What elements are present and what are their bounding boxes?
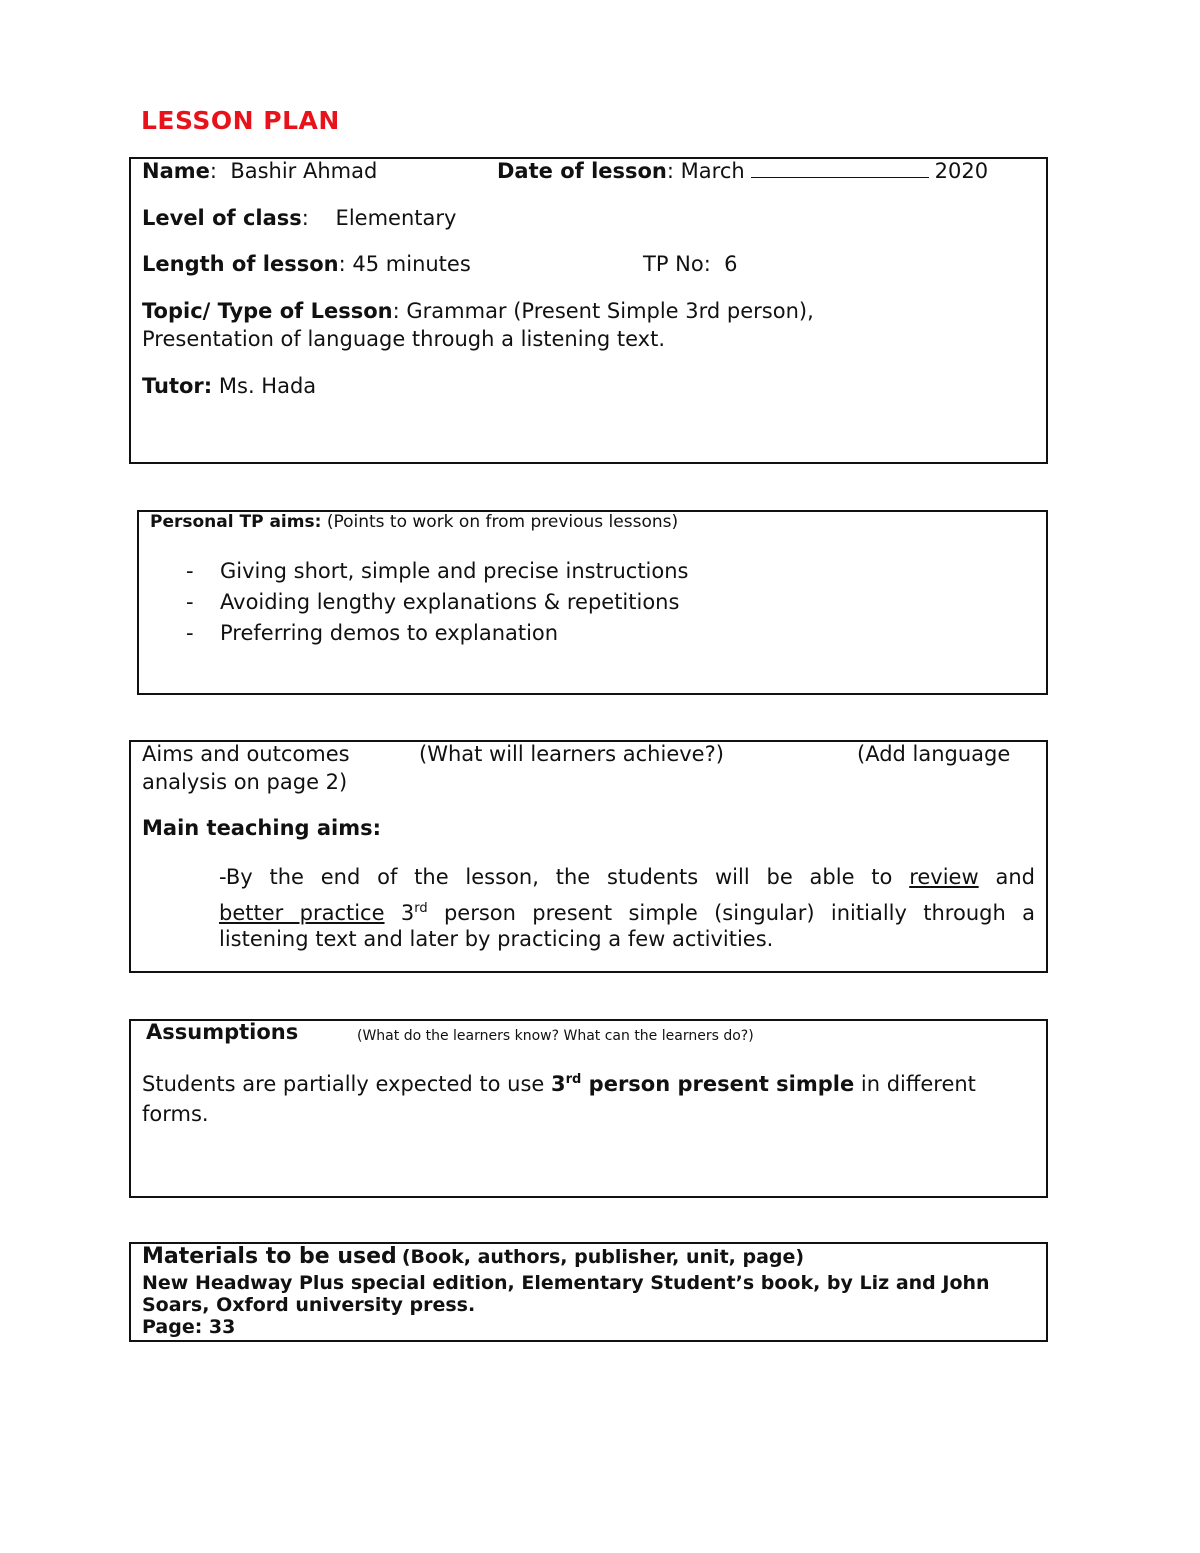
personal-aims-list [186, 556, 689, 649]
materials-heading [142, 1244, 804, 1269]
assumptions-box [129, 1019, 1048, 1198]
name-value: Bashir Ahmad [230, 159, 378, 183]
date-blank-line [751, 159, 929, 178]
level-value: Elementary [335, 206, 457, 230]
topic-value-line2: Presentation of language through a listening text. [142, 327, 666, 351]
main-aims-line2: better practice 3rd person present simple (singular) initially through a [219, 901, 1035, 925]
materials-page: Page: 33 [142, 1316, 236, 1338]
date-year: 2020 [934, 159, 989, 183]
assumptions-note: (What do the learners know? What can the learners do?) [357, 1028, 754, 1044]
main-aims-label: Main teaching aims: [142, 816, 382, 840]
aims-heading-3: (Add language [857, 742, 1011, 766]
level-label: Level of class [142, 206, 302, 230]
materials-note: (Book, authors, publisher, unit, page) [401, 1246, 805, 1268]
list-item: - Preferring demos to explanation [186, 621, 559, 645]
personal-aims-label: Personal TP aims: [150, 512, 322, 532]
materials-line1: New Headway Plus special edition, Elementary Student’s book, by Liz and John [142, 1272, 990, 1294]
level-row: Level of class: Elementary [142, 206, 457, 230]
aims-heading-line2: analysis on page 2) [142, 770, 348, 794]
assumptions-text-line2: forms. [142, 1102, 209, 1126]
date-row: Date of lesson: March 2020 [497, 159, 989, 183]
aims-heading-2: (What will learners achieve?) [419, 742, 724, 766]
tutor-value: Ms. Hada [218, 374, 317, 398]
personal-aims-note: (Points to work on from previous lessons) [326, 512, 679, 532]
length-value: 45 minutes [352, 252, 471, 276]
tutor-label: Tutor: [142, 374, 213, 398]
name-row: Name: Bashir Ahmad [142, 159, 378, 183]
topic-row: Topic/ Type of Lesson: Grammar (Present Simple 3rd person), [142, 299, 814, 323]
personal-aims-heading [150, 512, 678, 532]
date-label: Date of lesson [497, 159, 667, 183]
list-item: - Giving short, simple and precise instructions [186, 559, 689, 583]
assumptions-label: Assumptions [146, 1020, 299, 1044]
tutor-row [142, 374, 316, 398]
length-row: Length of lesson: 45 minutes [142, 252, 471, 276]
name-label: Name [142, 159, 210, 183]
assumptions-text-line1: Students are partially expected to use 3rd person present simple in different [142, 1072, 976, 1096]
topic-value-line1: Grammar (Present Simple 3rd person), [406, 299, 814, 323]
main-aims-line3: listening text and later by practicing a few activities. [219, 927, 774, 951]
tp-row [643, 252, 738, 276]
materials-line2: Soars, Oxford university press. [142, 1294, 476, 1316]
materials-label: Materials to be used [142, 1244, 397, 1269]
tp-value: 6 [724, 252, 738, 276]
better-practice-text: better practice [219, 901, 385, 925]
list-item: - Avoiding lengthy explanations & repetitions [186, 590, 680, 614]
tp-label: TP No: [643, 252, 711, 276]
topic-label: Topic/ Type of Lesson [142, 299, 393, 323]
aims-heading-1: Aims and outcomes [142, 742, 350, 766]
date-month: March [680, 159, 745, 183]
review-link-text: review [909, 865, 979, 889]
topic-row-2 [142, 327, 665, 351]
main-aims-line1: -By the end of the lesson, the students will be able to review and [219, 865, 1035, 889]
length-label: Length of lesson [142, 252, 339, 276]
page-title: LESSON PLAN [141, 106, 340, 135]
